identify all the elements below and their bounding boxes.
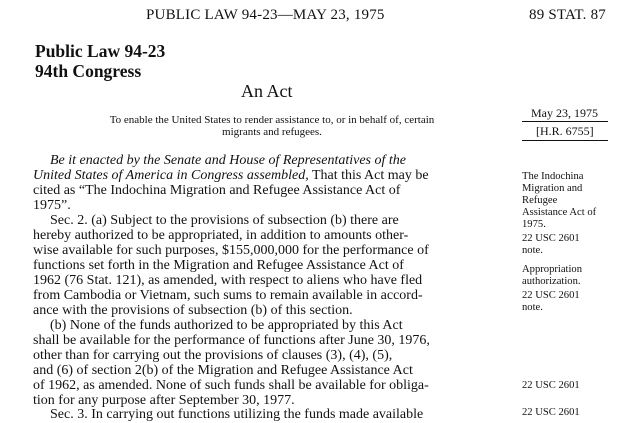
sec2a-line-6: from Cambodia or Vietnam, such sums to remain available in accord- — [33, 288, 423, 303]
margin-appropriation-1: Appropriation — [522, 264, 583, 275]
sec2b-line-2: shall be available for the performance of functions after June 30, 1976, — [33, 333, 430, 348]
congress-number: 94th Congress — [35, 61, 142, 81]
sec2b-line-5: of 1962, as amended. None of such funds shall be available for obliga- — [33, 378, 429, 393]
sec2a-line-7: ance with the provisions of subsection (b) of this section. — [33, 303, 353, 318]
purpose-line-1: To enable the United States to render assistance to, or in behalf of, certain — [109, 114, 435, 126]
margin-usc-2: 22 USC 2601 — [522, 290, 580, 301]
sec3-partial-line: Sec. 3. In carrying out functions utilizing the funds made available — [50, 407, 424, 422]
sec2a-line-1: Sec. 2. (a) Subject to the provisions of subsection (b) there are — [50, 213, 399, 228]
enacting-line-4: 1975”. — [33, 198, 71, 213]
sec2a-line-4: functions set forth in the Migration and Refugee Assistance Act of — [33, 258, 404, 273]
act-title: An Act — [241, 81, 293, 101]
sec2b-line-1: (b) None of the funds authorized to be appropriated by this Act — [50, 318, 403, 333]
sec2b-line-6: tion for any purpose after September 30, 1977. — [33, 393, 295, 408]
law-number: Public Law 94-23 — [35, 41, 166, 61]
margin-short-title-3: Refugee — [522, 195, 558, 206]
running-header-right: 89 STAT. 87 — [529, 7, 606, 23]
margin-usc-1-note: note. — [522, 245, 543, 256]
enacting-line-2-rest: That this Act may be — [308, 168, 429, 183]
enacting-line-2 — [33, 168, 429, 184]
margin-usc-4-partial: 22 USC 2601 — [522, 407, 580, 418]
margin-usc-2-note: note. — [522, 302, 543, 313]
sec2a-line-3: wise available for such purposes, $155,000,000 for the performance of — [33, 243, 429, 258]
enacting-line-2-italic: United States of America in Congress assembled, — [33, 168, 309, 183]
enacting-line-3: cited as “The Indochina Migration and Refugee Assistance Act of — [33, 183, 401, 198]
sec2a-line-2: hereby authorized to be appropriated, in addition to amounts other- — [33, 228, 409, 243]
purpose-line-2: migrants and refugees. — [222, 126, 322, 138]
sec2b-line-3: other than for carrying out the provisions of clauses (3), (4), (5), — [33, 348, 393, 363]
margin-short-title-5: 1975. — [522, 219, 546, 230]
sec2b-line-4: and (6) of section 2(b) of the Migration and Refugee Assistance Act — [33, 363, 413, 378]
margin-short-title-4: Assistance Act of — [522, 207, 597, 218]
margin-usc-3: 22 USC 2601 — [522, 380, 580, 391]
margin-short-title-1: The Indochina — [522, 171, 584, 182]
margin-bill-number: [H.R. 6755] — [536, 124, 594, 138]
margin-appropriation-2: authorization. — [522, 276, 581, 287]
margin-short-title-2: Migration and — [522, 183, 583, 194]
running-header-left: PUBLIC LAW 94-23—MAY 23, 1975 — [146, 7, 385, 23]
sec2a-line-5: 1962 (76 Stat. 121), as amended, with respect to aliens who have fled — [33, 273, 423, 288]
enacting-line-1: Be it enacted by the Senate and House of Representatives of the — [50, 153, 406, 168]
date-bottom-rule — [522, 140, 608, 141]
date-top-rule — [522, 121, 608, 122]
margin-usc-1: 22 USC 2601 — [522, 233, 580, 244]
margin-date: May 23, 1975 — [531, 106, 598, 120]
